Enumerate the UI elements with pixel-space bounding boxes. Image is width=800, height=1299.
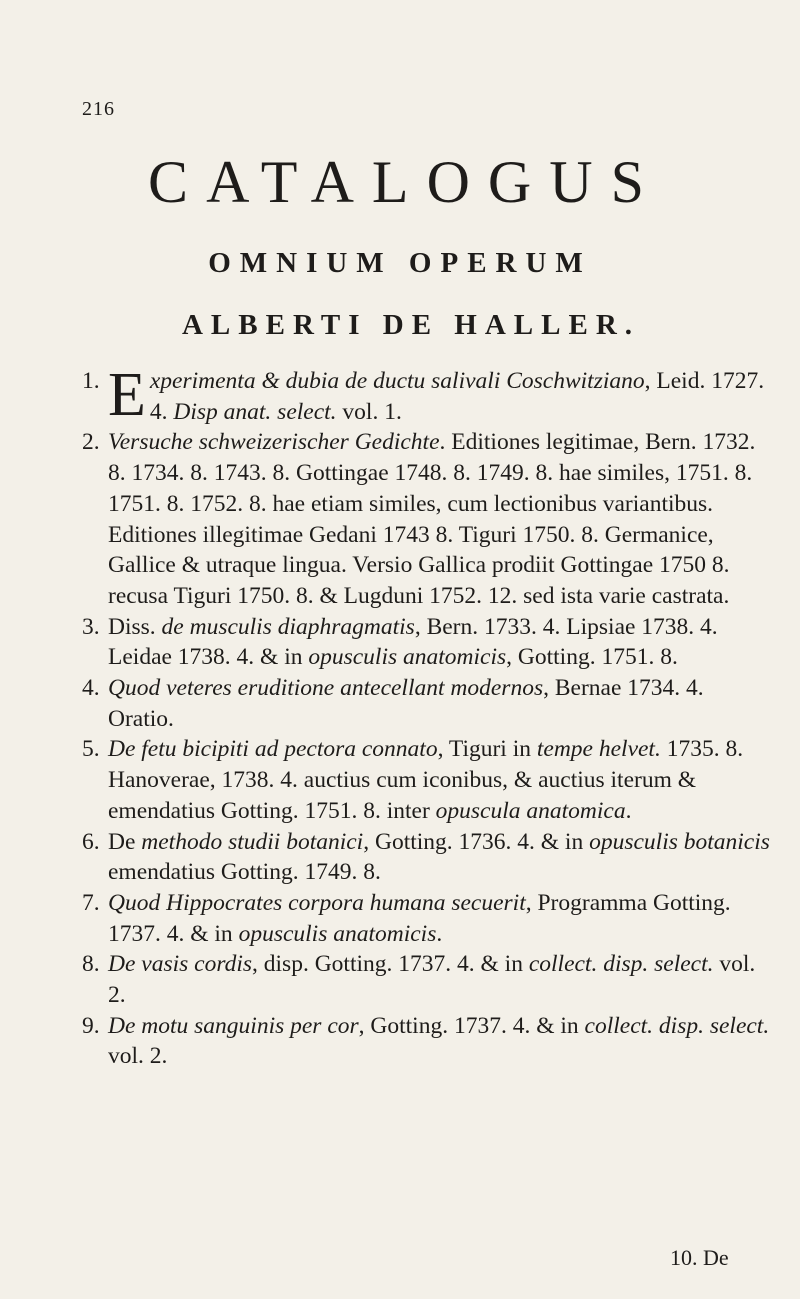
- entry-number: 5.: [82, 736, 100, 763]
- work-title-italic: tempe helvet.: [536, 736, 661, 763]
- catchword: 10. De: [670, 1245, 729, 1270]
- work-title-italic: opusculis anatomicis: [238, 920, 437, 947]
- entry-text: vol. 2.: [108, 1043, 168, 1070]
- entry-number: 4.: [82, 675, 100, 702]
- work-title-italic: collect. disp. select.: [528, 951, 714, 978]
- work-title-italic: opusculis anatomicis: [308, 644, 507, 671]
- entry-text: .: [625, 797, 632, 824]
- work-title-italic: Quod veteres eruditione antecellant modernos: [108, 675, 544, 702]
- page-title: CATALOGUS: [148, 149, 662, 215]
- entry-text: , Gotting. 1736. 4. & in: [363, 828, 590, 855]
- work-title-italic: Quod Hippocrates corpora humana secuerit: [108, 889, 526, 916]
- entry-text: Diss.: [108, 613, 162, 640]
- work-title-italic: Disp anat. select.: [173, 398, 337, 425]
- entry-number: 3.: [82, 613, 100, 640]
- work-title-italic: collect. disp. select.: [584, 1012, 770, 1039]
- entry-text: , Leid. 1727. 4.: [149, 368, 765, 425]
- catalogue-entry: [82, 949, 772, 1010]
- work-title-italic: methodo studii botanici: [141, 828, 364, 855]
- catalogue-entries: [82, 361, 772, 1072]
- entry-text: , Gotting. 1737. 4. & in: [358, 1012, 585, 1039]
- author-line: ALBERTI DE HALLER.: [181, 309, 641, 341]
- work-title-italic: opuscula anatomica: [435, 797, 626, 824]
- catalogue-entry: [82, 361, 772, 429]
- entry-text: De: [108, 828, 142, 855]
- work-title-italic: Versuche schweizerischer Gedichte: [108, 429, 440, 456]
- entry-number: 8.: [82, 951, 100, 978]
- work-title-italic: De vasis cordis: [108, 951, 253, 978]
- entry-text: , Gotting. 1751. 8.: [506, 644, 678, 671]
- entry-text: , Tiguri in: [437, 736, 537, 763]
- work-title-italic: opusculis botanicis: [589, 828, 770, 855]
- catalogue-entry: [82, 427, 772, 611]
- catalogue-entry: [82, 1011, 772, 1072]
- entry-text: vol. 2.: [108, 951, 756, 1009]
- catalogue-entry: [82, 888, 772, 949]
- drop-capital: E: [108, 361, 146, 429]
- entry-number: 2.: [82, 429, 100, 456]
- entry-number: 1.: [82, 368, 100, 394]
- entry-text: emendatius Gotting. 1749. 8.: [108, 859, 381, 886]
- entry-text: vol. 1.: [336, 398, 402, 425]
- entry-number: 6.: [82, 828, 100, 855]
- entry-text: , Bernae 1734. 4. Oratio.: [108, 675, 704, 732]
- catalogue-entry: [82, 673, 772, 734]
- entry-text: . Editiones legitimae, Bern. 1732. 8. 1734. 8. 1743. 8. Gottingae 1748. 8. 1749. 8. hae similes, 1751. 8. 1751. 8. 1752. 8. hae etiam similes, cum lectionibus variantibus. Editiones illegitimae Gedani 1743 8. Tiguri 1750. 8. Germanice, Gallice & utraque lingua. Versio Gallica prodiit Gottingae 1750 8. recusa Tiguri 1750. 8. & Lugduni 1752. 12. sed ista varie castrata.: [108, 429, 756, 609]
- entry-text: .: [436, 920, 443, 947]
- entry-number: 7.: [82, 889, 100, 916]
- entry-number: 9.: [82, 1012, 100, 1039]
- entry-text: , Programma Gotting. 1737. 4. & in: [108, 889, 731, 947]
- work-title-italic: de musculis diaphragmatis: [161, 613, 415, 640]
- page-number: 216: [82, 98, 115, 120]
- work-title-italic: De motu sanguinis per cor: [108, 1012, 359, 1039]
- entry-text: , disp. Gotting. 1737. 4. & in: [252, 951, 529, 978]
- entry-text: , Bern. 1733. 4. Lipsiae 1738. 4. Leidae 1738. 4. & in: [108, 613, 718, 671]
- catalogue-entry: [82, 612, 772, 673]
- work-title-italic: xperimenta & dubia de ductu salivali Coschwitziano: [149, 368, 645, 394]
- catalogue-entry: [82, 827, 772, 888]
- work-title-italic: De fetu bicipiti ad pectora connato: [108, 736, 438, 763]
- page-subtitle: OMNIUM OPERUM: [208, 247, 592, 279]
- catalogue-entry: [82, 734, 772, 826]
- entry-text: 1735. 8. Hanoverae, 1738. 4. auctius cum iconibus, & auctius iterum & emendatius Gotting. 1751. 8. inter: [108, 736, 744, 824]
